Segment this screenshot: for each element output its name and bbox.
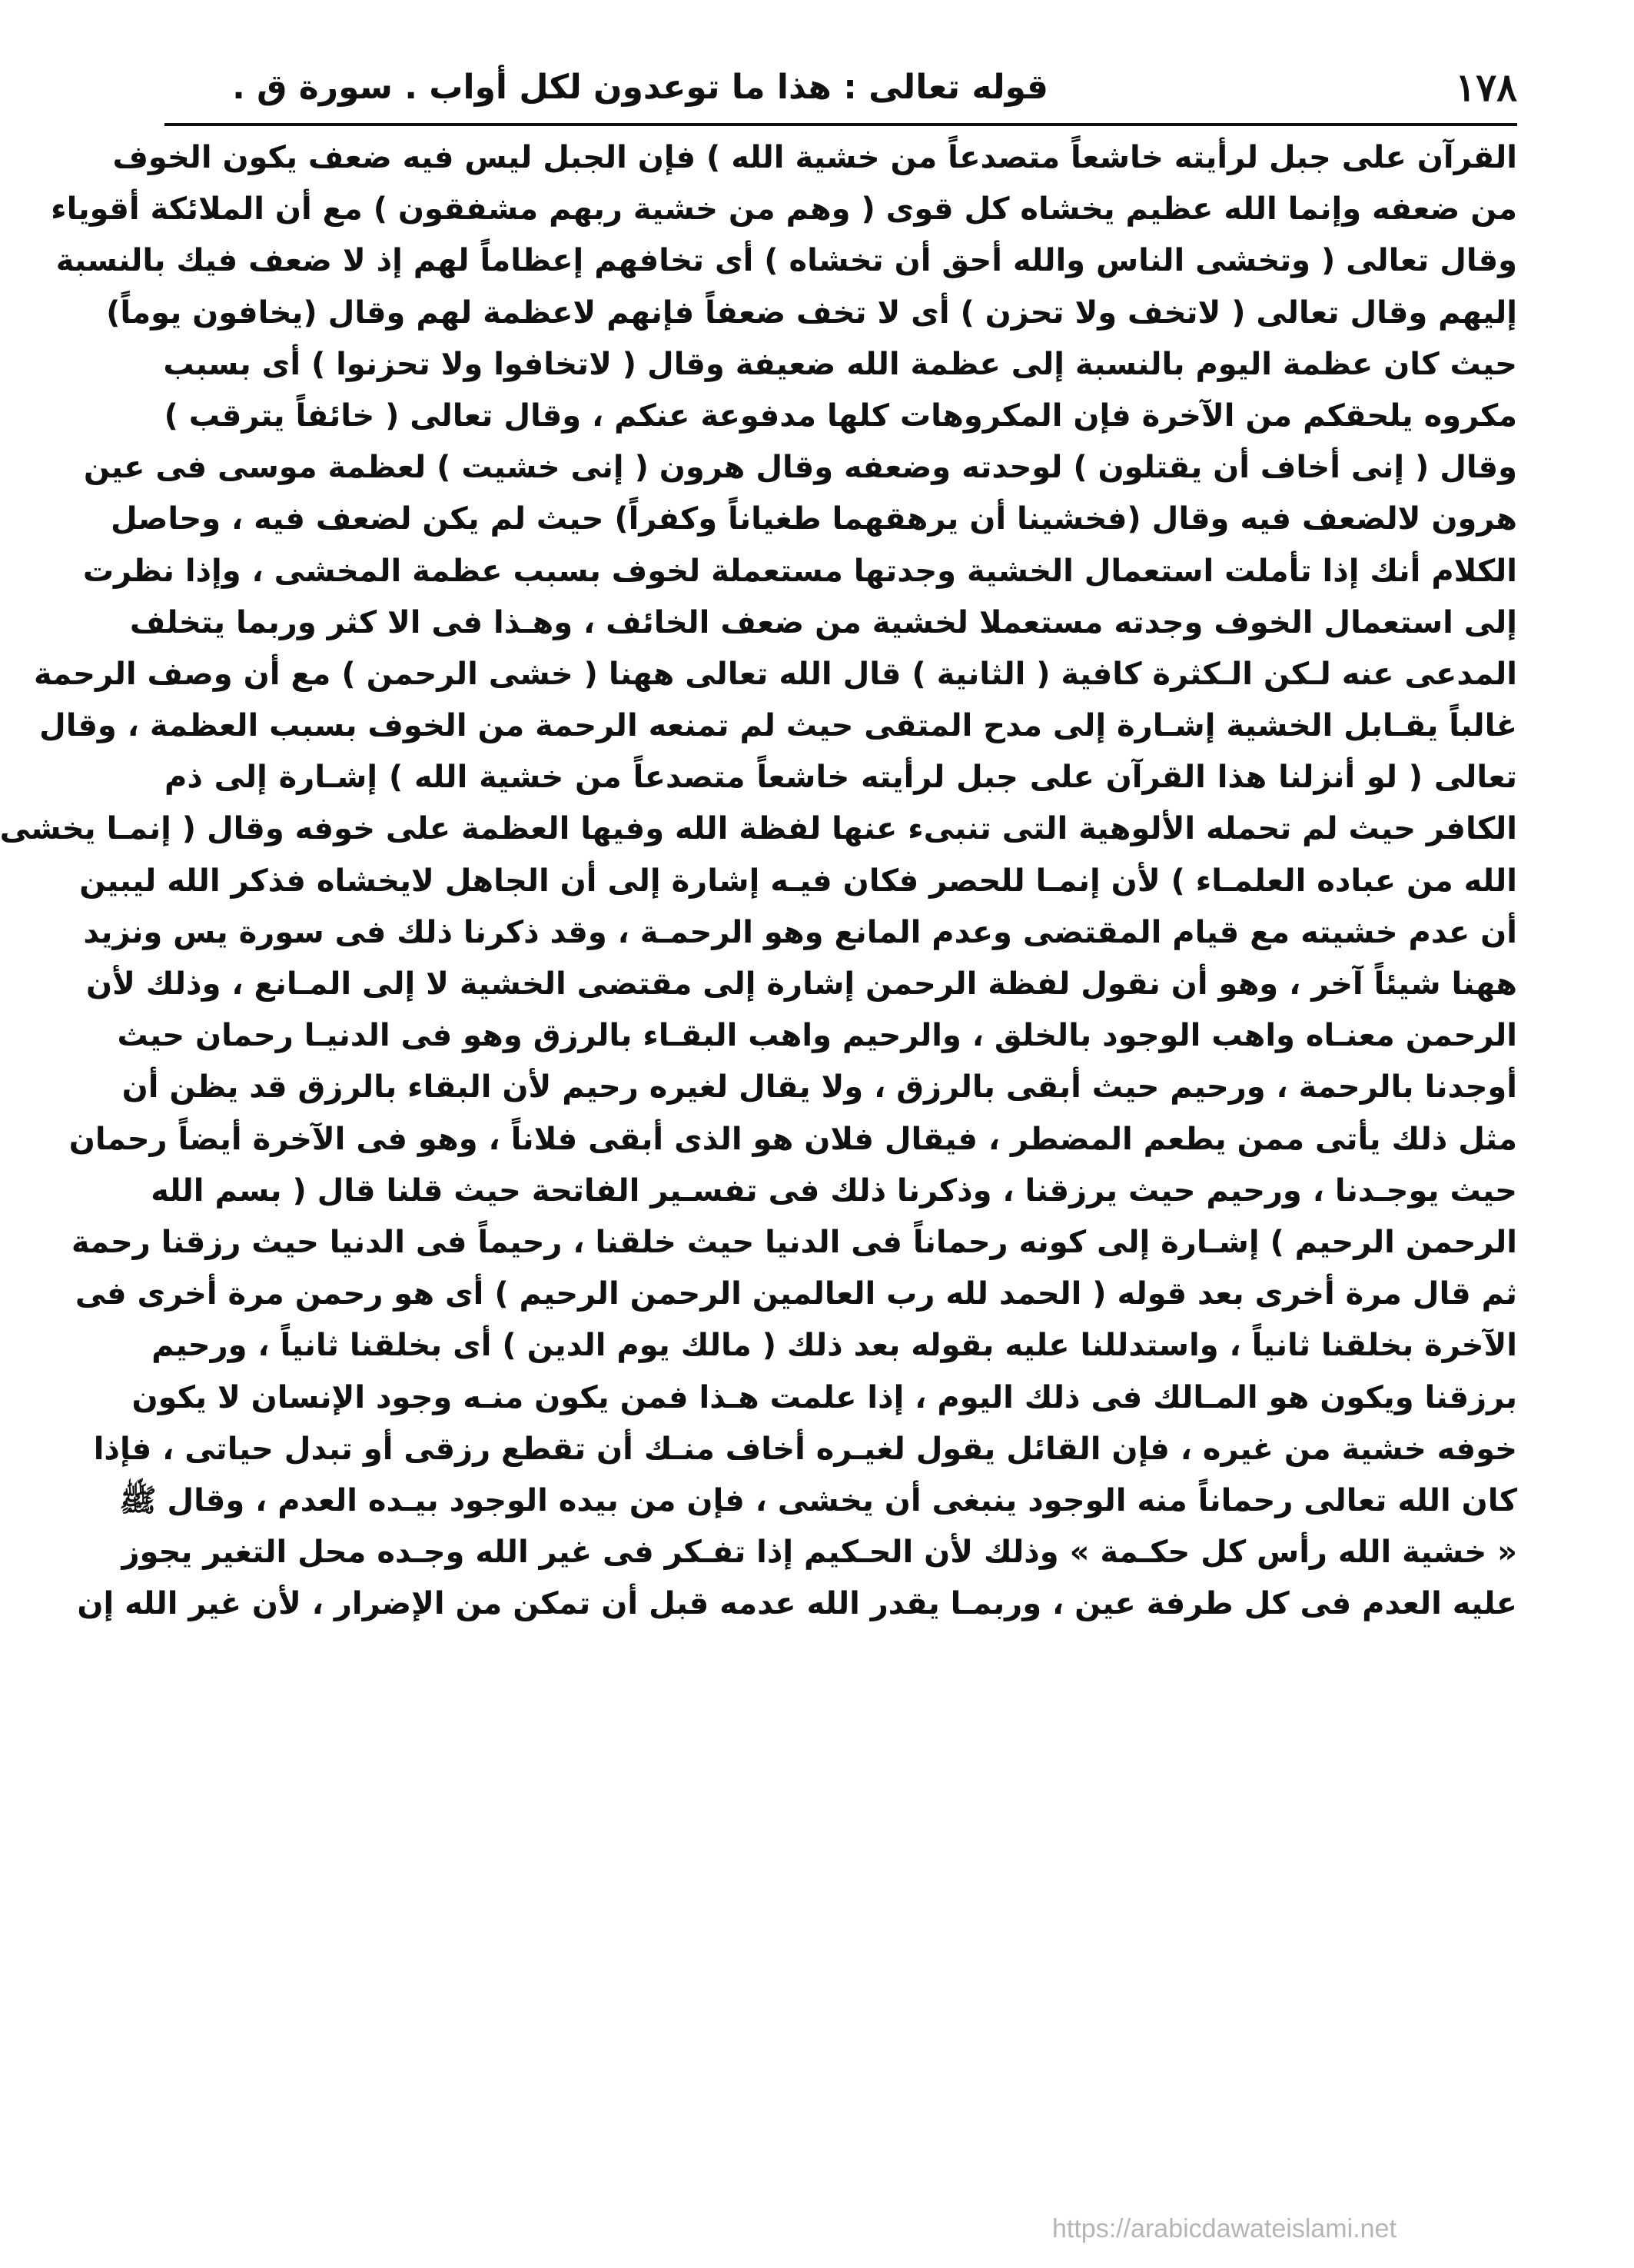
page-number: ١٧٨ <box>1455 65 1517 110</box>
text-line: أن عدم خشيته مع قيام المقتضى وعدم المانع وهو الرحمـة ، وقد ذكرنا ذلك فى سورة يس ونزيد <box>83 914 1517 950</box>
text-line: « خشية الله رأس كل حكـمة » وذلك لأن الحـكيم إذا تفـكر فى غير الله وجـده محل التغير يجوز <box>121 1535 1517 1571</box>
text-line: كان الله تعالى رحماناً منه الوجود ينبغى أن يخشى ، فإن من بيده الوجود بيـده العدم ، وقال ﷺ <box>119 1482 1517 1518</box>
text-line: ثم قال مرة أخرى بعد قوله ( الحمد لله رب العالمين الرحمن الرحيم ) أى هو رحمن مرة أخرى فى <box>75 1276 1517 1312</box>
text-line: أوجدنا بالرحمة ، ورحيم حيث أبقى بالرزق ، ولا يقال لغيره رحيم لأن البقاء بالرزق قد يظن أن <box>121 1069 1517 1106</box>
text-line: الكافر حيث لم تحمله الألوهية التى تنبىء عنها لفظة الله وفيها العظمة على خوفه وقال ( إنمـا يخشى <box>0 811 1517 847</box>
text-line: المدعى عنه لـكن الـكثرة كافية ( الثانية ) قال الله تعالى ههنا ( خشى الرحمن ) مع أن وصف الرحمة <box>34 656 1517 692</box>
text-line: إلى استعمال الخوف وجدته مستعملا لخشية من ضعف الخائف ، وهـذا فى الا كثر وربما يتخلف <box>129 604 1517 640</box>
header-divider <box>164 123 1517 126</box>
text-line: الرحمن الرحيم ) إشـارة إلى كونه رحماناً فى الدنيا حيث خلقنا ، رحيماً فى الدنيا حيث رزقنا رحمة <box>71 1224 1517 1260</box>
text-line: من ضعفه وإنما الله عظيم يخشاه كل قوى ( وهم من خشية ربهم مشفقون ) مع أن الملائكة أقوياء <box>51 191 1517 228</box>
text-line: وقال ( إنى أخاف أن يقتلون ) لوحدته وضعفه وقال هرون ( إنى خشيت ) لعظمة موسى فى عين <box>83 450 1517 486</box>
text-line: الآخرة بخلقنا ثانياً ، واستدللنا عليه بقوله بعد ذلك ( مالك يوم الدين ) أى بخلقنا ثانياً ، ورحيم <box>151 1328 1517 1364</box>
text-line: الرحمن معنـاه واهب الوجود بالخلق ، والرحيم واهب البقـاء بالرزق وهو فى الدنيـا رحمان حيث <box>117 1018 1517 1054</box>
text-line: حيث كان عظمة اليوم بالنسبة إلى عظمة الله ضعيفة وقال ( لاتخافوا ولا تحزنوا ) أى بسبب <box>163 346 1517 382</box>
text-line: الله من عباده العلمـاء ) لأن إنمـا للحصر فكان فيـه إشارة إلى أن الجاهل لايخشاه فذكر الله ليبين <box>79 863 1517 899</box>
text-line: غالباً يقـابل الخشية إشـارة إلى مدح المتقى حيث لم تمنعه الرحمة من الخوف بسبب العظمة ، وقال <box>39 708 1517 744</box>
text-line: الكلام أنك إذا تأملت استعمال الخشية وجدتها مستعملة لخوف بسبب عظمة المخشى ، وإذا نظرت <box>82 553 1517 589</box>
text-line: وقال تعالى ( وتخشى الناس والله أحق أن تخشاه ) أى تخافهم إعظاماً لهم إذ لا ضعف فيك بالنسبة <box>55 243 1517 279</box>
text-line: عليه العدم فى كل طرفة عين ، وربمـا يقدر الله عدمه قبل أن تمكن من الإضرار ، لأن غير الله إن <box>77 1586 1517 1622</box>
text-line: مكروه يلحقكم من الآخرة فإن المكروهات كلها مدفوعة عنكم ، وقال تعالى ( خائفاً يترقب ) <box>164 397 1517 434</box>
text-line: هرون لالضعف فيه وقال (فخشينا أن يرهقهما طغياناً وكفراً) حيث لم يكن لضعف فيه ، وحاصل <box>111 501 1517 537</box>
text-line: برزقنا ويكون هو المـالك فى ذلك اليوم ، إذا علمت هـذا فمن يكون منـه وجود الإنسان لا يكون <box>131 1379 1517 1415</box>
text-line: حيث يوجـدنا ، ورحيم حيث يرزقنا ، وذكرنا ذلك فى تفسـير الفاتحة حيث قلنا قال ( بسم الله <box>151 1172 1517 1209</box>
text-line: إليهم وقال تعالى ( لاتخف ولا تحزن ) أى لا تخف ضعفاً فإنهم لاعظمة لهم وقال (يخافون يوماً) <box>106 294 1517 331</box>
text-line: القرآن على جبل لرأيته خاشعاً متصدعاً من خشية الله ) فإن الجبل ليس فيه ضعف يكون الخوف <box>112 140 1517 175</box>
text-line: ههنا شيئاً آخر ، وهو أن نقول لفظة الرحمن إشارة إلى مقتضى الخشية لا إلى المـانع ، وذلك لأن <box>85 966 1517 1002</box>
page-header <box>164 60 1517 115</box>
text-line: خوفه خشية من غيره ، فإن القائل يقول لغيـره أخاف منـك أن تقطع رزقى أو تبدل حياتى ، فإذا <box>93 1431 1517 1467</box>
running-title: قوله تعالى : هذا ما توعدون لكل أواب . سورة ق . <box>232 68 1048 107</box>
body-text <box>0 132 1517 1630</box>
text-line: تعالى ( لو أنزلنا هذا القرآن على جبل لرأيته خاشعاً متصدعاً من خشية الله ) إشـارة إلى ذم <box>164 760 1517 796</box>
text-line: مثل ذلك يأتى ممن يطعم المضطر ، فيقال فلان هو الذى أبقى فلاناً ، وهو فى الآخرة أيضاً رحمان <box>68 1121 1517 1157</box>
watermark-url: https://arabicdawateislami.net <box>1052 2214 1397 2243</box>
